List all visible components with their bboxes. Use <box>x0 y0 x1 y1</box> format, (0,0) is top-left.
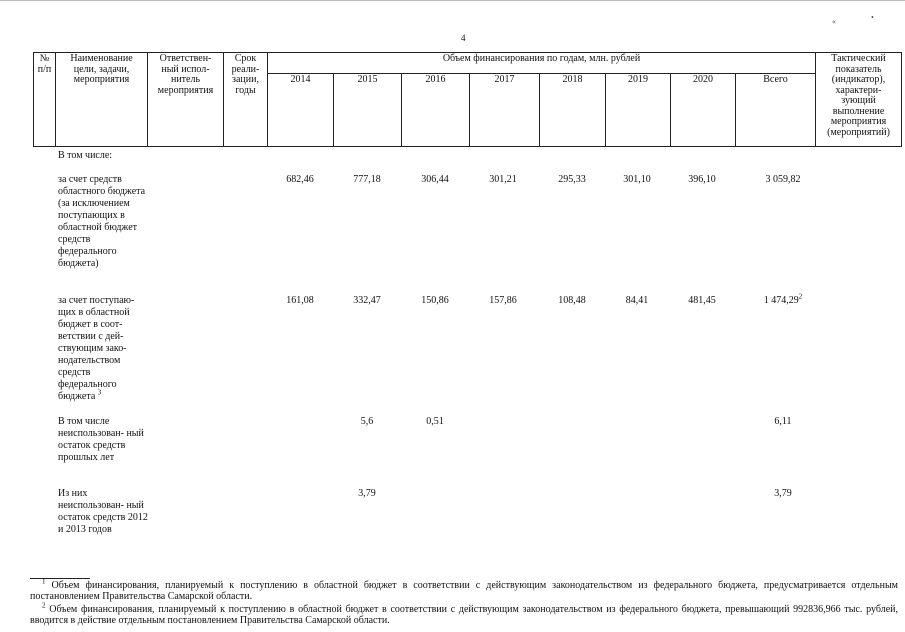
value-total-text: 1 474,29 <box>763 295 799 306</box>
footnote-mark: 2 <box>42 601 46 610</box>
value-2020: 481,45 <box>688 295 716 306</box>
header-funding: Объем финансирования по годам, млн. рублей <box>268 53 816 74</box>
value-2015: 777,18 <box>353 174 381 185</box>
row-name-text: за счет поступаю- щих в областной бюджет в соот- ветствии с дей- ствующим зако- нодательством средств федерального бюджета <box>58 295 135 402</box>
value-2015: 332,47 <box>353 295 381 306</box>
top-border-line <box>0 0 905 1</box>
value-total <box>743 292 823 307</box>
page-number: 4 <box>461 33 466 43</box>
row-name: В том числе неиспользован- ный остаток средств прошлых лет <box>58 416 144 463</box>
value-2016: 306,44 <box>421 174 449 185</box>
header-year-2018: 2018 <box>540 74 606 147</box>
value-2020: 396,10 <box>688 174 716 185</box>
row-name: В том числе: <box>58 150 113 161</box>
header-year-2020: 2020 <box>671 74 736 147</box>
header-indicator: Тактический показатель (индикатор), характери- зующий выполнение мероприятия (мероприятий) <box>816 53 902 147</box>
footnote-text: Объем финансирования, планируемый к поступлению в областной бюджет в соответствии с действующим законодательством из федерального бюджета, превышающий 992836,966 тыс. рублей, вводится в действие отдельным постановлением Правительства Самарской области. <box>30 604 898 626</box>
header-year-2014: 2014 <box>268 74 334 147</box>
footnote-text: Объем финансирования, планируемый к поступлению в областной бюджет в соответствии с действующим законодательством из федерального бюджета, предусматривается отдельным постановлением Правительства Самарской области. <box>30 580 898 602</box>
header-responsible: Ответствен- ный испол- нитель мероприятия <box>148 53 224 147</box>
corner-mark-a: « <box>832 17 836 26</box>
footnote-mark: 1 <box>42 577 46 586</box>
value-2014: 682,46 <box>286 174 314 185</box>
value-2015: 3,79 <box>358 488 376 499</box>
value-total: 3 059,82 <box>765 174 801 185</box>
value-2018: 295,33 <box>558 174 586 185</box>
header-year-2016: 2016 <box>402 74 470 147</box>
corner-mark-b: • <box>871 13 874 22</box>
value-total: 3,79 <box>774 488 792 499</box>
header-num: № п/п <box>34 53 56 147</box>
value-2019: 301,10 <box>623 174 651 185</box>
footnote-ref-3: 3 <box>97 388 102 397</box>
value-2017: 301,21 <box>489 174 517 185</box>
header-year-2017: 2017 <box>470 74 540 147</box>
value-total: 6,11 <box>774 416 792 427</box>
header-name: Наименование цели, задачи, мероприятия <box>56 53 148 147</box>
header-year-2015: 2015 <box>334 74 402 147</box>
value-2016: 0,51 <box>426 416 444 427</box>
value-2018: 108,48 <box>558 295 586 306</box>
value-2016: 150,86 <box>421 295 449 306</box>
footnote-separator <box>30 578 90 579</box>
value-2014: 161,08 <box>286 295 314 306</box>
header-total: Всего <box>736 74 816 147</box>
row-name: за счет средств областного бюджета (за исключением поступающих в областной бюджет средств федерального бюджета) <box>58 174 146 269</box>
value-2017: 157,86 <box>489 295 517 306</box>
value-2015: 5,6 <box>360 416 374 427</box>
footnote-1 <box>30 577 898 602</box>
footnote-ref-2: 2 <box>798 292 803 301</box>
footnote-2 <box>30 601 898 626</box>
row-name <box>58 295 148 403</box>
header-term: Срок реали- зации, годы <box>224 53 268 147</box>
value-2019: 84,41 <box>625 295 649 306</box>
row-name: Из них неиспользован- ный остаток средств 2012 и 2013 годов <box>58 488 148 535</box>
header-year-2019: 2019 <box>606 74 671 147</box>
funding-table-header <box>33 52 902 147</box>
